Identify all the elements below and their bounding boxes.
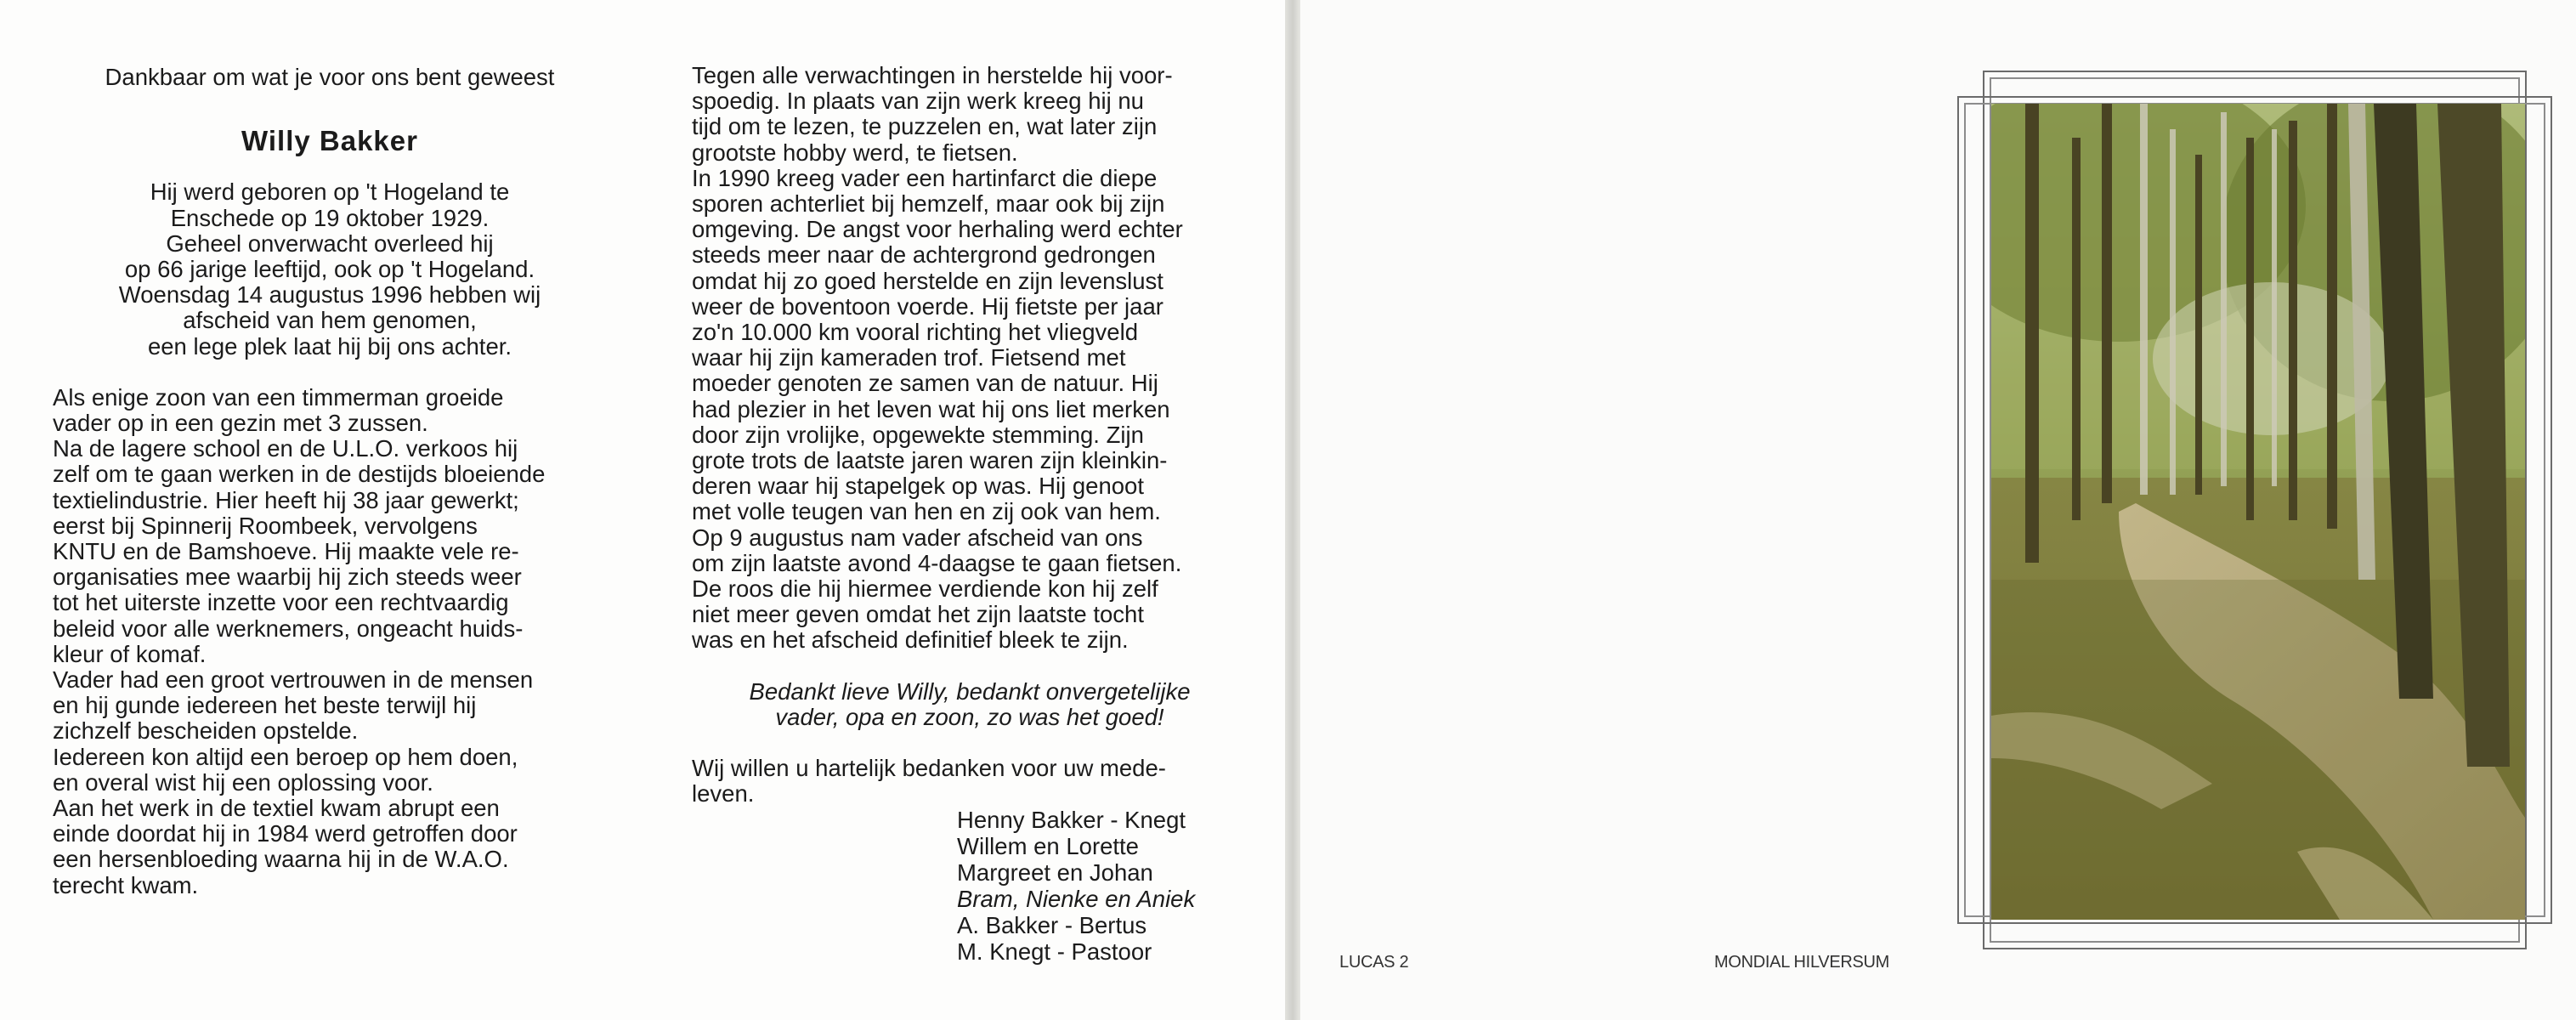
story-line: spoedig. In plaats van zijn werk kreeg hij nu bbox=[692, 88, 1144, 115]
story-line: Aan het werk in de textiel kwam abrupt een bbox=[53, 795, 500, 822]
story-line: textielindustrie. Hier heeft hij 38 jaar gewerkt; bbox=[53, 486, 519, 513]
story-line: niet meer geven omdat het zijn laatste tocht bbox=[692, 601, 1144, 628]
thanks-line: vader, opa en zoon, zo was het goed! bbox=[775, 703, 1164, 730]
story-line: Als enige zoon van een timmerman groeide bbox=[53, 383, 504, 411]
story-line: was en het afscheid definitief bleek te zijn. bbox=[692, 626, 1129, 654]
story-line: einde doordat hij in 1984 werd getroffen door bbox=[53, 820, 518, 847]
story-line: een hersenbloeding waarna hij in de W.A.O. bbox=[53, 846, 509, 873]
signer: Willem en Lorette bbox=[957, 833, 1139, 860]
story-line: had plezier in het leven wat hij ons liet merken bbox=[692, 395, 1170, 422]
bio-line: Enschede op 19 oktober 1929. bbox=[170, 204, 490, 231]
bio-line: Geheel onverwacht overleed hij bbox=[166, 230, 494, 257]
story-line: omdat hij zo goed herstelde en zijn levenslust bbox=[692, 267, 1163, 294]
story-line: omgeving. De angst voor herhaling werd echter bbox=[692, 216, 1183, 243]
story-line: In 1990 kreeg vader een hartinfarct die diepe bbox=[692, 164, 1158, 191]
story-line: moeder genoten ze samen van de natuur. Hij bbox=[692, 370, 1158, 397]
story-line: zo'n 10.000 km vooral richting het vliegveld bbox=[692, 319, 1138, 346]
footer-card-code: LUCAS 2 bbox=[1339, 953, 1409, 972]
story-line: grootste hobby werd, te fietsen. bbox=[692, 139, 1018, 166]
signers-list bbox=[957, 807, 1248, 965]
story-line: terecht kwam. bbox=[53, 871, 199, 898]
footer-publisher: MONDIAL HILVERSUM bbox=[1714, 953, 1890, 972]
story-line: tijd om te lezen, te puzzelen en, wat later zijn bbox=[692, 113, 1158, 140]
story-line: om zijn laatste avond 4-daagse te gaan fietsen. bbox=[692, 549, 1182, 576]
signer: M. Knegt - Pastoor bbox=[957, 938, 1152, 966]
story-line: De roos die hij hiermee verdiende kon hij zelf bbox=[692, 575, 1158, 603]
bio-line: Hij werd geboren op 't Hogeland te bbox=[150, 178, 510, 206]
story-line: Tegen alle verwachtingen in herstelde hij voor- bbox=[692, 62, 1173, 88]
story-line: zichzelf bescheiden opstelde. bbox=[53, 717, 359, 745]
signer-grandchildren: Bram, Nienke en Aniek bbox=[957, 886, 1196, 913]
forest-path-photo-icon bbox=[1991, 104, 2525, 920]
story-line: en overal wist hij een oplossing voor. bbox=[53, 768, 433, 796]
signer: Henny Bakker - Knegt bbox=[957, 807, 1186, 834]
story-line: deren waar hij stapelgek op was. Hij genoot bbox=[692, 473, 1144, 500]
story-line: en hij gunde iedereen het beste terwijl hij bbox=[53, 692, 477, 719]
gratitude-line: Wij willen u hartelijk bedanken voor uw mede- bbox=[692, 755, 1166, 782]
story-line: weer de boventoon voerde. Hij fietste per jaar bbox=[692, 292, 1163, 320]
story-line: met volle teugen van hen en zij ook van hem. bbox=[692, 498, 1161, 525]
story-line: sporen achterliet bij hemzelf, maar ook bij zijn bbox=[692, 190, 1165, 218]
bio-line: een lege plek laat hij bij ons achter. bbox=[147, 332, 512, 360]
gratitude-line: leven. bbox=[692, 780, 755, 808]
bio-line: op 66 jarige leeftijd, ook op 't Hogeland. bbox=[124, 256, 535, 283]
story-line: Iedereen kon altijd een beroep op hem doen, bbox=[53, 743, 518, 770]
story-block-2 bbox=[692, 63, 1248, 654]
story-line: organisaties mee waarbij hij zich steeds weer bbox=[53, 564, 522, 591]
text-column-2 bbox=[692, 63, 1248, 965]
thanks-line: Bedankt lieve Willy, bedankt onvergetelijke bbox=[749, 677, 1191, 705]
story-line: beleid voor alle werknemers, ongeacht huids- bbox=[53, 615, 524, 642]
story-line: waar hij zijn kameraden trof. Fietsend met bbox=[692, 344, 1126, 371]
story-line: kleur of komaf. bbox=[53, 640, 207, 667]
signer: Margreet en Johan bbox=[957, 859, 1153, 887]
bio-line: afscheid van hem genomen, bbox=[183, 307, 477, 334]
deceased-name: Willy Bakker bbox=[241, 125, 418, 157]
story-line: Op 9 augustus nam vader afscheid van ons bbox=[692, 524, 1143, 551]
story-line: door zijn vrolijke, opgewekte stemming. Zijn bbox=[692, 421, 1144, 448]
story-line: zelf om te gaan werken in de destijds bloeiende bbox=[53, 461, 546, 488]
card-fold bbox=[1285, 0, 1300, 1020]
story-line: grote trots de laatste jaren waren zijn kleinkin- bbox=[692, 447, 1168, 474]
story-line: vader op in een gezin met 3 zussen. bbox=[53, 410, 428, 437]
text-column-1 bbox=[53, 65, 607, 898]
story-line: Na de lagere school en de U.L.O. verkoos hij bbox=[53, 435, 518, 462]
story-line: eerst bij Spinnerij Roombeek, vervolgens bbox=[53, 512, 478, 539]
thanks-block bbox=[692, 679, 1248, 730]
card-left-panel bbox=[0, 0, 1285, 1020]
story-line: steeds meer naar de achtergrond gedrongen bbox=[692, 241, 1156, 269]
story-block-1 bbox=[53, 385, 607, 898]
bio-line: Woensdag 14 augustus 1996 hebben wij bbox=[118, 281, 541, 309]
bio-block bbox=[53, 179, 607, 359]
signer: A. Bakker - Bertus bbox=[957, 912, 1147, 939]
gratitude-block bbox=[692, 756, 1248, 807]
intro-line: Dankbaar om wat je voor ons bent geweest bbox=[105, 64, 555, 90]
story-line: KNTU en de Bamshoeve. Hij maakte vele re- bbox=[53, 538, 519, 565]
story-line: Vader had een groot vertrouwen in de mensen bbox=[53, 666, 534, 694]
story-line: tot het uiterste inzette voor een rechtvaardig bbox=[53, 589, 509, 616]
